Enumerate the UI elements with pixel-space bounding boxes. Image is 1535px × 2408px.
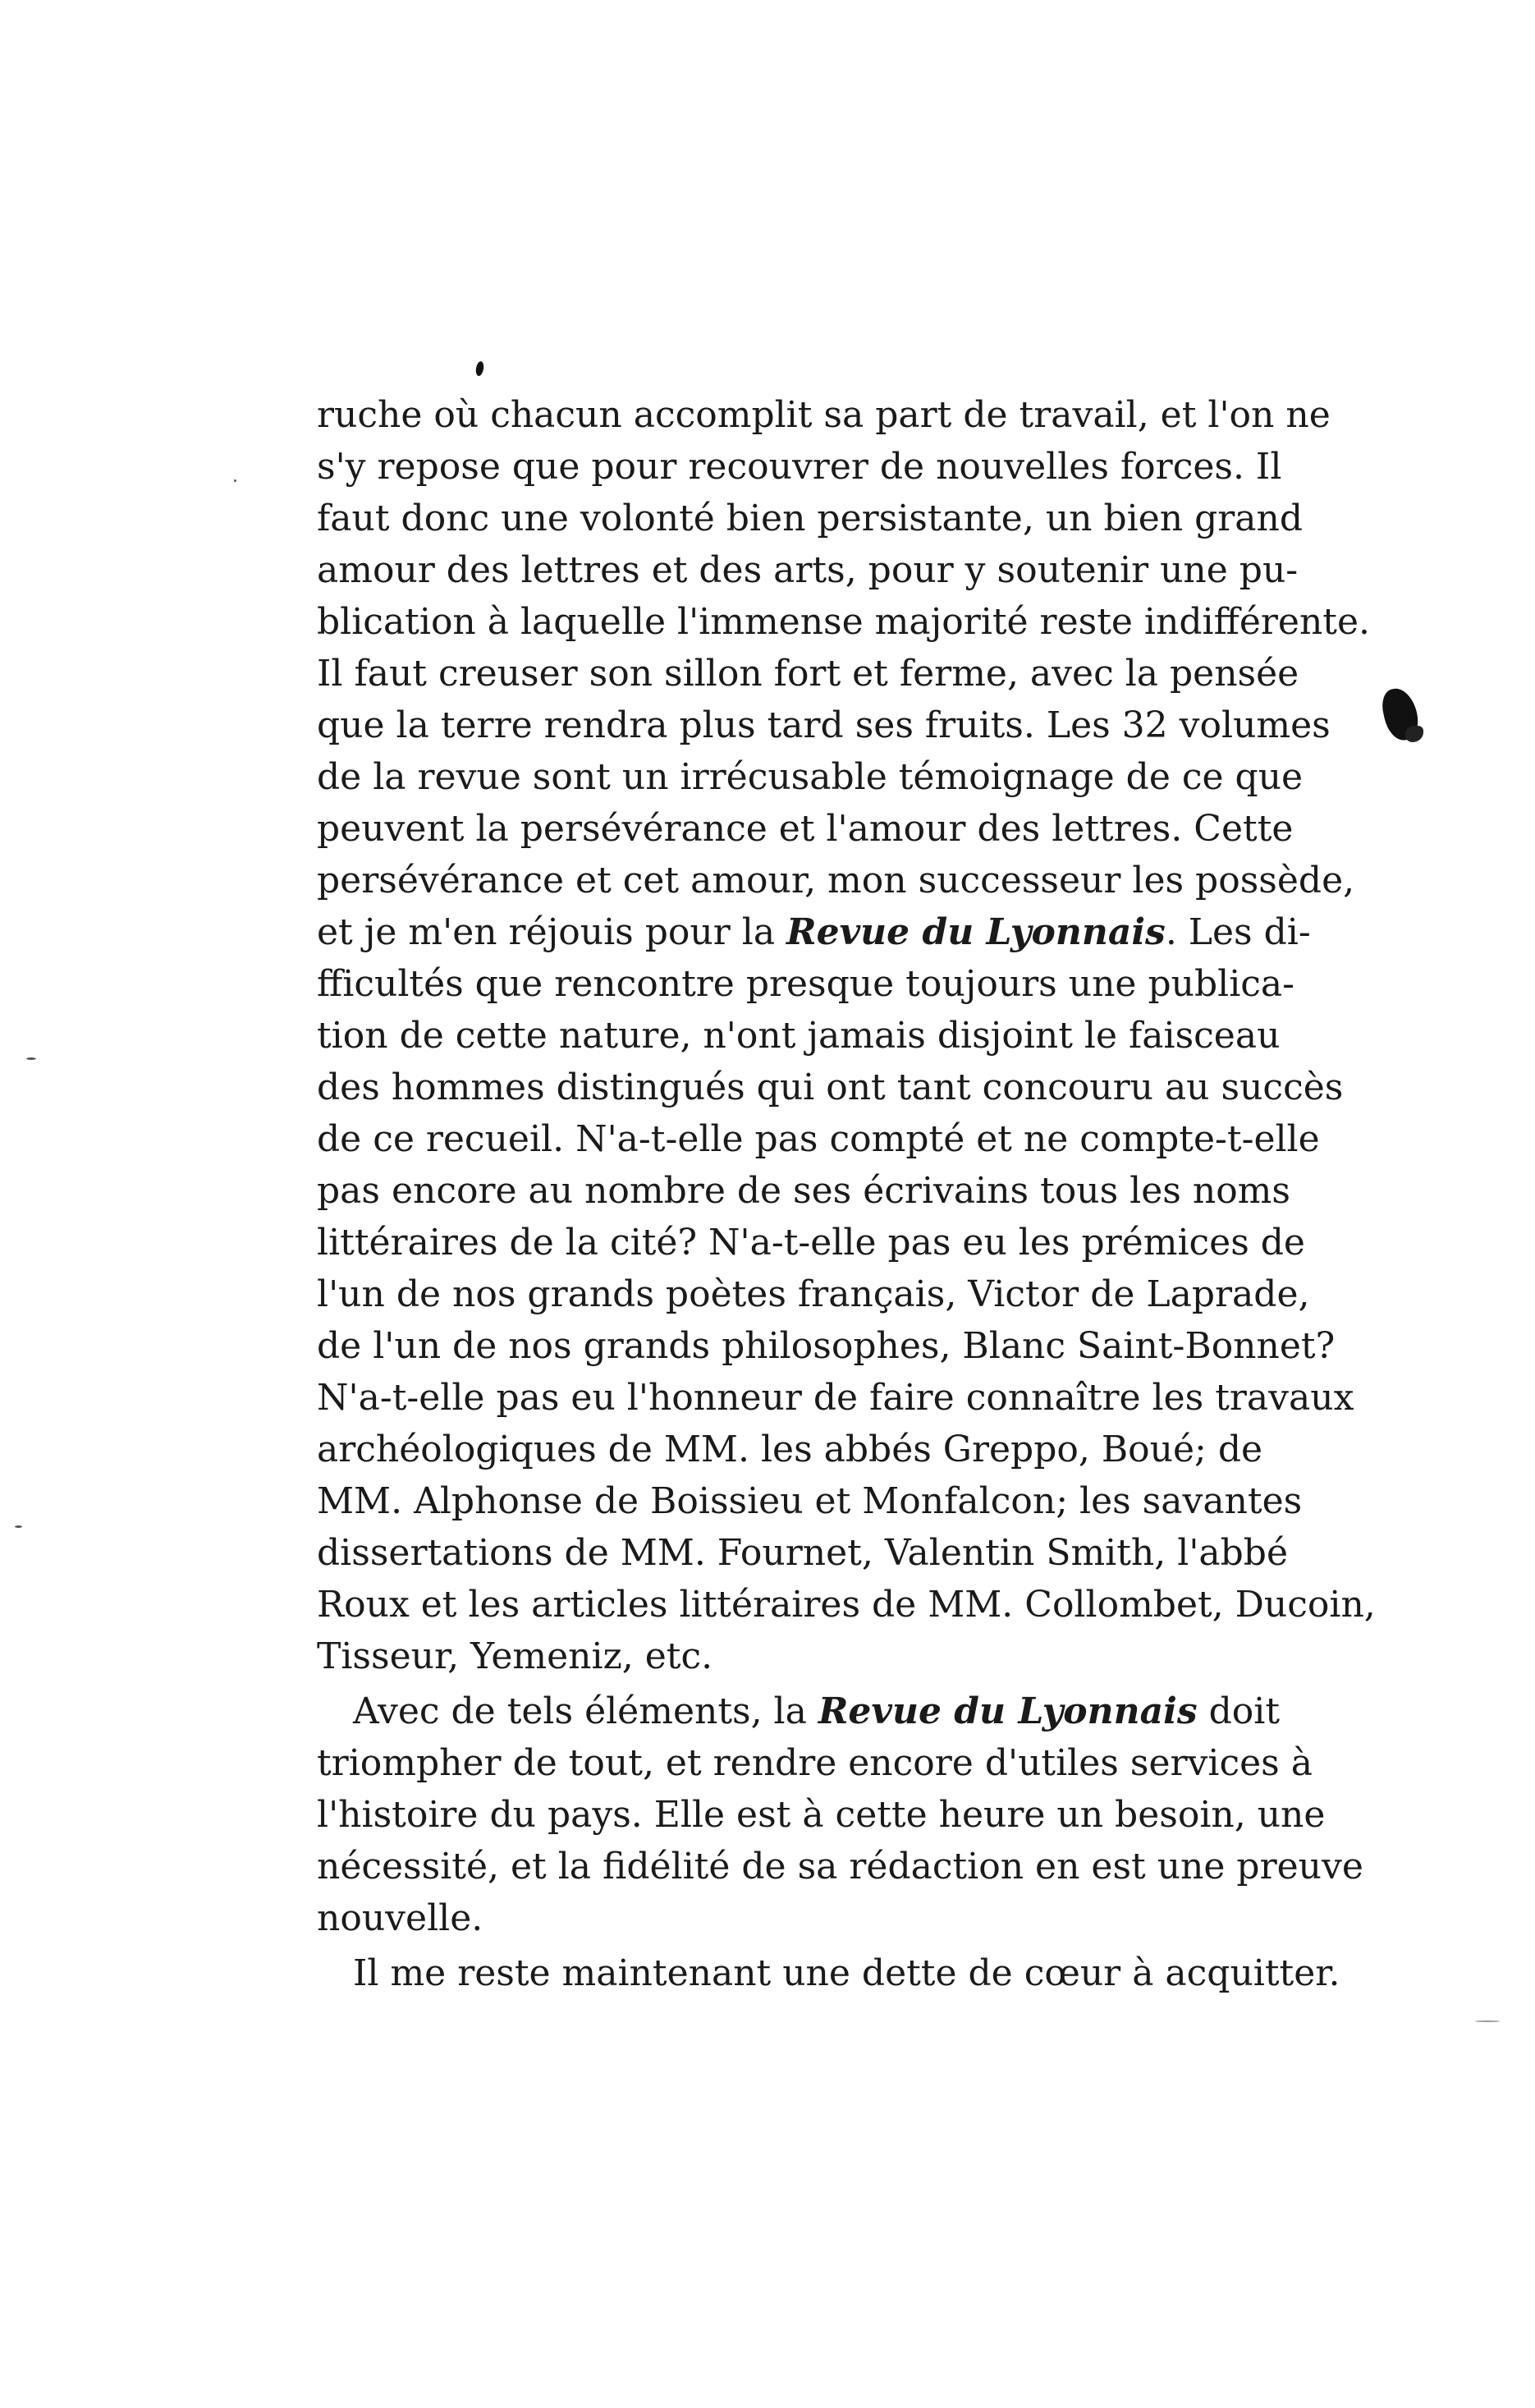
text-line: nouvelle. (317, 1897, 483, 1939)
text-line: Roux et les articles littéraires de MM. Collombet, Ducoin, (317, 1584, 1376, 1626)
text-line: l'histoire du pays. Elle est à cette heure un besoin, une (317, 1794, 1326, 1836)
text-segment: . Les di- (1165, 911, 1311, 953)
text-line: peuvent la persévérance et l'amour des lettres. Cette (317, 808, 1294, 850)
text-line: amour des lettres et des arts, pour y soutenir une pu- (317, 549, 1299, 591)
text-line (317, 1686, 1281, 1737)
text-line: des hommes distingués qui ont tant concouru au succès (317, 1066, 1344, 1108)
text-line: archéologiques de MM. les abbés Greppo, Boué; de (317, 1429, 1263, 1470)
text-line: faut donc une volonté bien persistante, un bien grand (317, 498, 1304, 539)
text-line: de la revue sont un irrécusable témoignage de ce que (317, 756, 1304, 798)
text-line: pas encore au nombre de ses écrivains tous les noms (317, 1170, 1290, 1212)
text-line: ruche où chacun accomplit sa part de travail, et l'on ne (317, 394, 1331, 436)
text-line: s'y repose que pour recouvrer de nouvelles forces. Il (317, 446, 1282, 488)
text-line: de l'un de nos grands philosophes, Blanc Saint-Bonnet? (317, 1325, 1336, 1367)
text-segment: doit (1197, 1690, 1281, 1732)
ink-mark (475, 360, 485, 376)
margin-speck (26, 1057, 36, 1060)
margin-speck (234, 479, 236, 482)
text-line: Il me reste maintenant une dette de cœur à acquitter. (353, 1952, 1340, 1994)
text-line: nécessité, et la fidélité de sa rédaction en est une preuve (317, 1846, 1363, 1887)
text-line: fficultés que rencontre presque toujours une publica- (317, 963, 1295, 1005)
ink-blot-tail (1405, 726, 1423, 742)
periodical-title: Revue du Lyonnais (786, 911, 1166, 953)
text-line: de ce recueil. N'a-t-elle pas compté et ne compte-t-elle (317, 1118, 1320, 1160)
text-segment: Avec de tels éléments, la (353, 1690, 818, 1732)
text-line (317, 906, 1311, 958)
periodical-title: Revue du Lyonnais (818, 1690, 1198, 1732)
text-line: MM. Alphonse de Boissieu et Monfalcon; les savantes (317, 1480, 1303, 1522)
text-line: que la terre rendra plus tard ses fruits. Les 32 volumes (317, 704, 1331, 746)
text-line: littéraires de la cité? N'a-t-elle pas eu les prémices de (317, 1222, 1305, 1264)
text-line: dissertations de MM. Fournet, Valentin Smith, l'abbé (317, 1532, 1289, 1574)
margin-speck (1475, 2020, 1500, 2022)
margin-speck (15, 1525, 22, 1528)
text-line: N'a-t-elle pas eu l'honneur de faire connaître les travaux (317, 1377, 1354, 1419)
text-line: Il faut creuser son sillon fort et ferme, avec la pensée (317, 653, 1299, 695)
text-segment: et je m'en réjouis pour la (317, 911, 787, 953)
text-line: blication à laquelle l'immense majorité reste indifférente. (317, 601, 1370, 643)
body-text (317, 389, 1376, 1999)
text-line: Tisseur, Yemeniz, etc. (317, 1635, 713, 1677)
text-line: triompher de tout, et rendre encore d'utiles services à (317, 1742, 1313, 1784)
text-line: l'un de nos grands poètes français, Victor de Laprade, (317, 1273, 1310, 1315)
text-line: persévérance et cet amour, mon successeur les possède, (317, 860, 1355, 901)
text-line: tion de cette nature, n'ont jamais disjoint le faisceau (317, 1015, 1281, 1057)
